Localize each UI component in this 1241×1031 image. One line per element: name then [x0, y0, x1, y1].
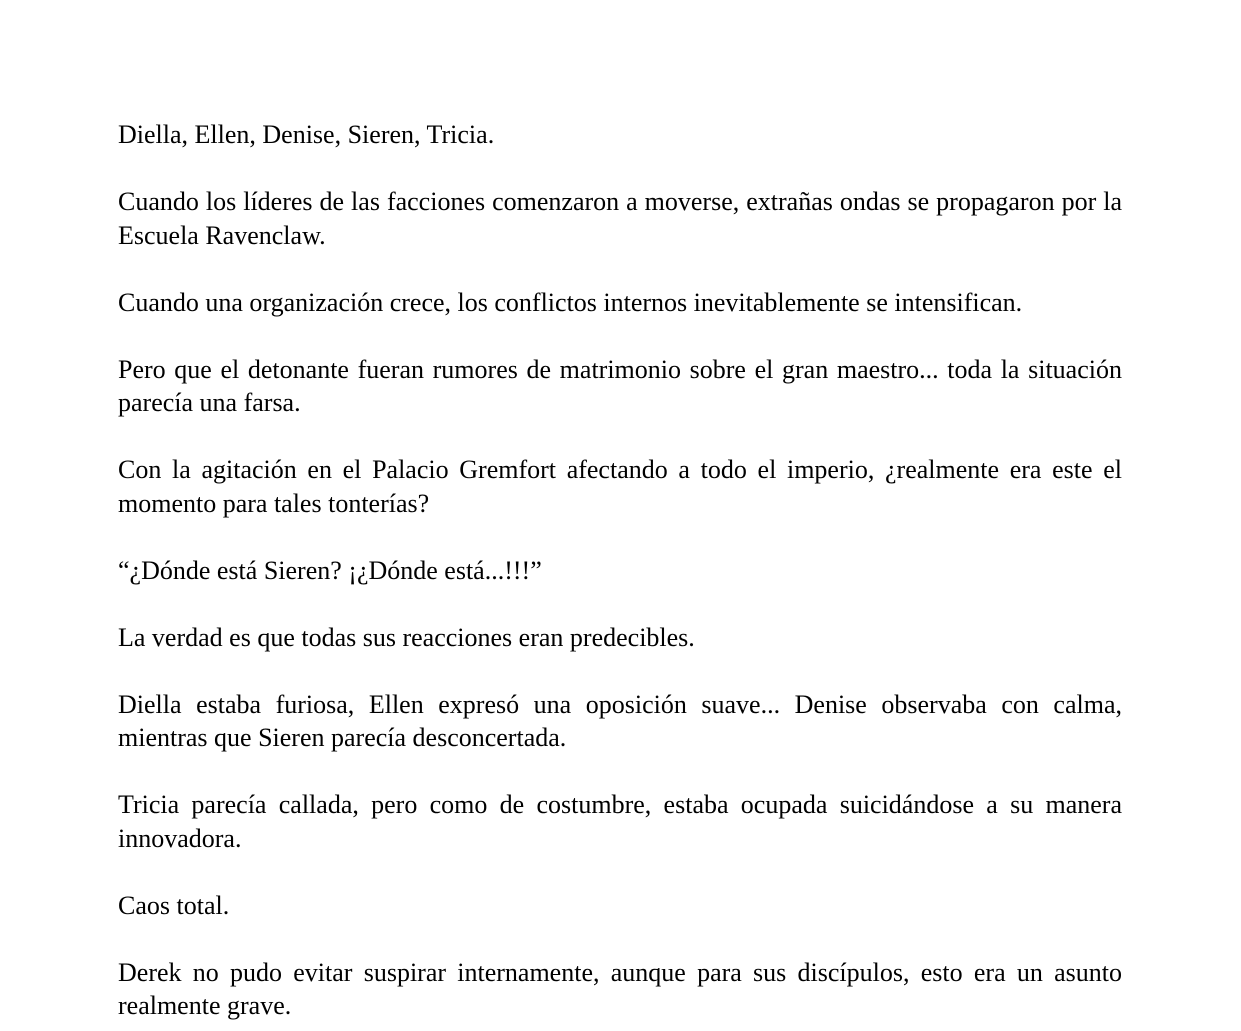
- paragraph-tricia: Tricia parecía callada, pero como de costumbre, estaba ocupada suicidándose a su manera innovadora.: [118, 790, 1122, 853]
- paragraph-names-list: Diella, Ellen, Denise, Sieren, Tricia.: [118, 120, 495, 149]
- paragraph-derek-sigh: Derek no pudo evitar suspirar internamente, aunque para sus discípulos, esto era un asunto realmente grave.: [118, 957, 1122, 1020]
- paragraph-disciple-reactions: Diella estaba furiosa, Ellen expresó una oposición suave... Denise observaba con calma, mientras que Sieren parecía desconcertada.: [118, 689, 1122, 752]
- paragraph-organization-conflicts: Cuando una organización crece, los conflictos internos inevitablemente se intensifican.: [118, 287, 1023, 317]
- paragraph-predictable-reactions: La verdad es que todas sus reacciones eran predecibles.: [118, 622, 695, 652]
- paragraph-faction-leaders: Cuando los líderes de las facciones comenzaron a moverse, extrañas ondas se propagaron por la Escuela Ravenclaw.: [118, 187, 1122, 250]
- paragraph-marriage-rumors: Pero que el detonante fueran rumores de matrimonio sobre el gran maestro... toda la situación parecía una farsa.: [118, 354, 1122, 417]
- paragraph-palace-agitation: Con la agitación en el Palacio Gremfort afectando a todo el imperio, ¿realmente era este el momento para tales tonterías?: [118, 455, 1122, 518]
- paragraph-total-chaos: Caos total.: [118, 890, 230, 920]
- document-page: [118, 118, 1122, 1023]
- paragraph-dialogue-where-is-sieren: “¿Dónde está Sieren? ¡¿Dónde está...!!!”: [118, 555, 542, 585]
